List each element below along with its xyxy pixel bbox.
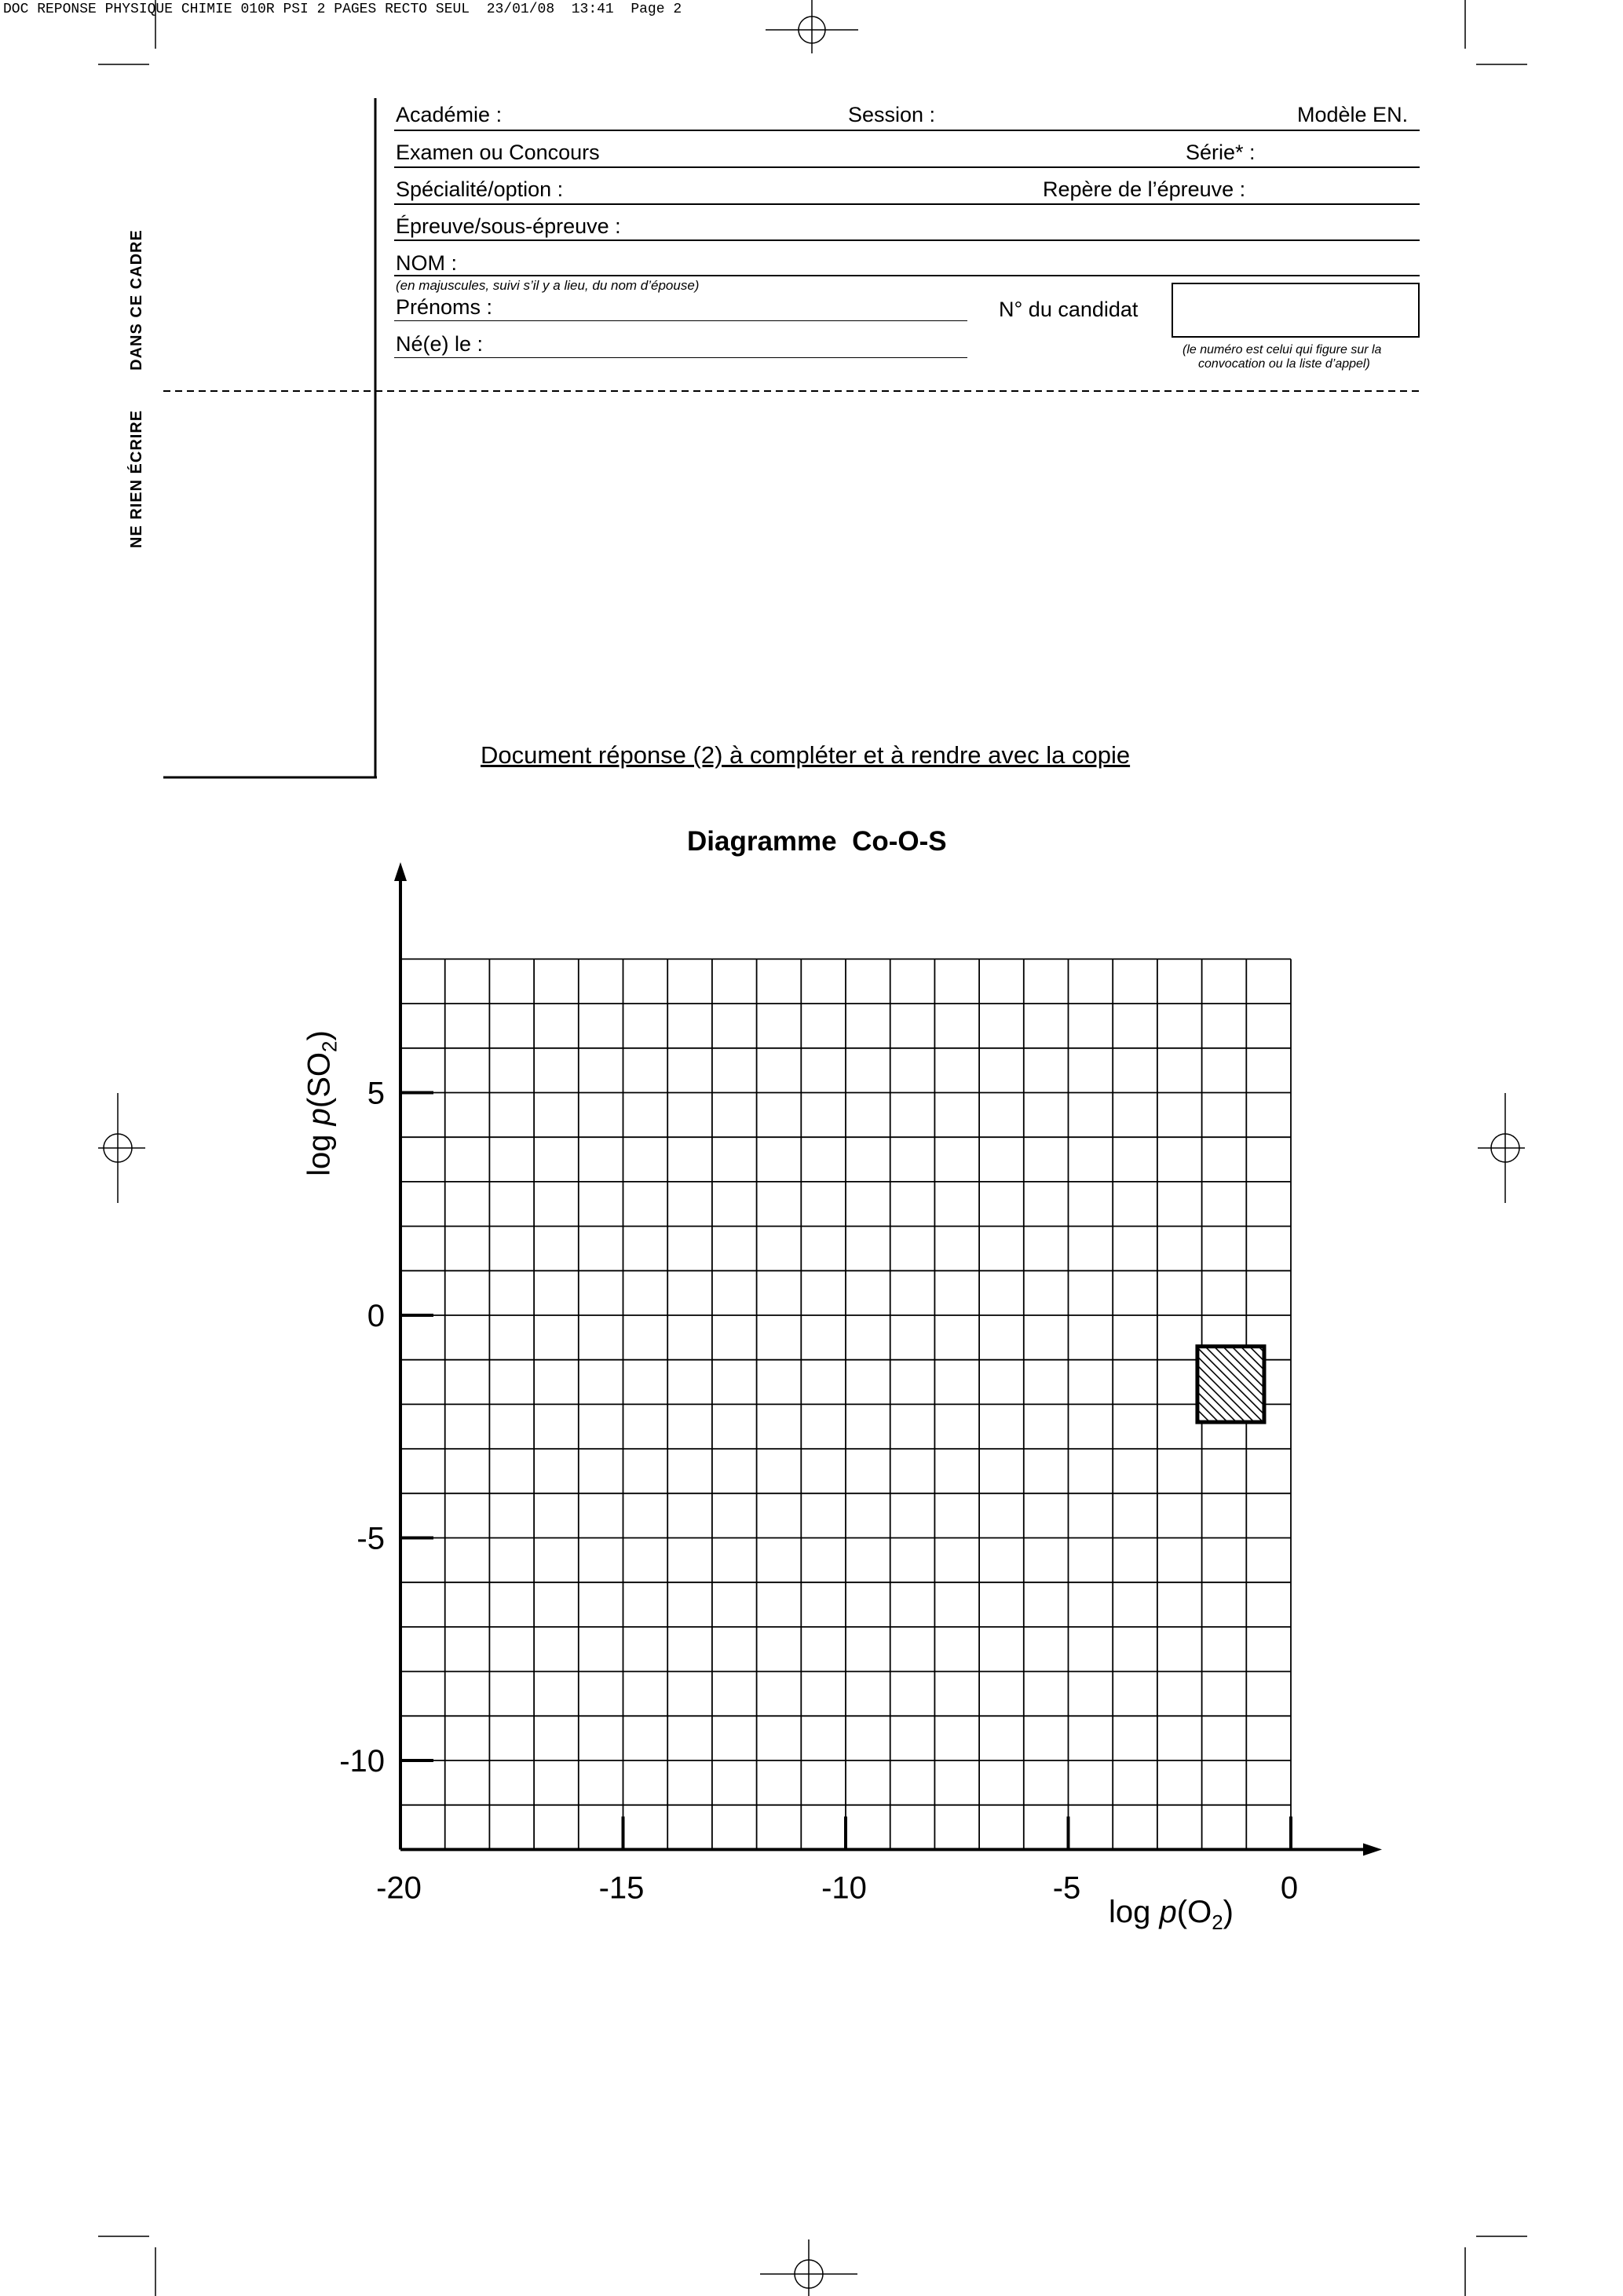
chart-title: Diagramme Co-O-S (687, 826, 947, 857)
epreuve-label: Épreuve/sous-épreuve : (396, 214, 621, 238)
dans-ce-cadre-label: DANS CE CADRE (128, 229, 145, 371)
ne-le-label: Né(e) le : (396, 332, 484, 356)
nom-note: (en majuscules, suivi s’il y a lieu, du nom d’épouse) (396, 278, 700, 293)
academie-label: Académie : (396, 103, 503, 126)
x-axis-label: $\log p(O_2)$ (1109, 1895, 1234, 1934)
repere-label: Repère de l’épreuve : (1043, 177, 1246, 201)
nom-label: NOM : (396, 251, 457, 275)
ne-rien-ecrire-label: NE RIEN ÉCRIRE (128, 409, 145, 549)
x-tick-label: 0 (1280, 1870, 1299, 1906)
session-label: Session : (848, 103, 936, 126)
x-axis-arrow (1363, 1843, 1382, 1855)
specialite-label: Spécialité/option : (396, 177, 564, 201)
document-title: Document réponse (2) à compléter et à rendre avec la copie (481, 741, 1131, 769)
x-tick-label: -5 (1052, 1870, 1081, 1906)
x-tick-label: -15 (598, 1870, 645, 1906)
y-tick-label: -10 (339, 1744, 385, 1779)
y-tick-label: 0 (367, 1299, 385, 1333)
examen-label: Examen ou Concours (396, 141, 600, 164)
y-tick-label: -5 (356, 1521, 385, 1556)
hatched-region (1197, 1347, 1264, 1422)
y-axis-label: $\log p(SO_2)$ (302, 1030, 342, 1176)
y-axis-arrow (394, 862, 407, 881)
candidat-note-2: convocation ou la liste d’appel) (1198, 357, 1370, 371)
modele-label: Modèle EN. (1297, 103, 1409, 126)
candidat-label: N° du candidat (999, 298, 1139, 321)
x-tick-label: -20 (376, 1870, 422, 1906)
candidat-note-1: (le numéro est celui qui figure sur la (1183, 343, 1382, 356)
serie-label: Série* : (1186, 141, 1256, 164)
y-tick-label: 5 (367, 1076, 385, 1111)
prenoms-label: Prénoms : (396, 295, 493, 319)
print-header: DOC REPONSE PHYSIQUE CHIMIE 010R PSI 2 PAGES RECTO SEUL 23/01/08 13:41 Page 2 (3, 2, 682, 17)
x-tick-label: -10 (821, 1870, 867, 1906)
